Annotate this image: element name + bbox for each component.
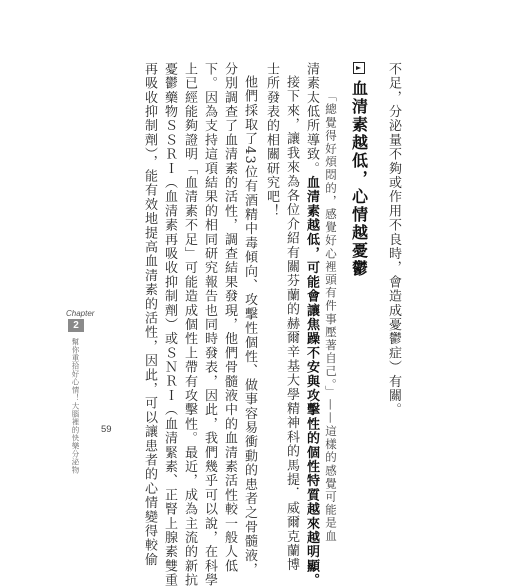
section-heading bbox=[348, 62, 370, 278]
body-column-1: 不足，分泌量不夠或作用不良時，會造成憂鬱症）有關。 bbox=[386, 62, 401, 417]
section-title: 血清素越低，心情越憂鬱 bbox=[349, 80, 369, 278]
body-column-6: 他們採取了43位有酒精中毒傾向、攻擊性個性、做事容易衝動的患者之骨髓液， bbox=[242, 75, 257, 577]
body-column-11: 再吸收抑制劑），能有效地提高血清素的活性，因此，可以讓患者的心情變得較偷 bbox=[142, 62, 157, 567]
quote-column: 「總覺得好煩悶的，感覺好心裡頭有件事壓著自己。」——這樣的感覺可能是血 bbox=[324, 90, 338, 543]
body-text: 清素太低所導致。 bbox=[304, 62, 319, 176]
chapter-subtitle bbox=[71, 338, 80, 474]
heading-marker-icon bbox=[353, 62, 365, 74]
body-column-3 bbox=[302, 62, 320, 587]
body-column-8: 下。因為支持這項結果的相同研究報告也同時發表，因此，我們幾乎可以說，在科學 bbox=[202, 62, 217, 587]
body-column-9: 上已經能夠證明「血清素不足」可能造成個性上帶有攻擊性。最近，成為主流的新抗 bbox=[182, 62, 197, 587]
chapter-number-badge: 2 bbox=[68, 319, 84, 332]
page-number: 59 bbox=[101, 424, 112, 435]
chapter-subtitle-line2: 大腦裡的快樂分泌物 bbox=[71, 402, 80, 474]
body-column-7: 分別調查了血清素的活性，調查結果發現，他們骨髓液中的血清素活性較一般人低 bbox=[222, 62, 237, 574]
emphasis-text: 血清素越低，可能會讓焦躁不安與攻擊性的個性特質越來越明顯。 bbox=[304, 175, 319, 587]
chapter-label: Chapter bbox=[66, 309, 95, 318]
body-column-10: 憂鬱藥物ＳＳＲＩ（血清素再吸收抑制劑）或ＳＮＲＩ（血清緊素、正腎上腺素雙重 bbox=[162, 62, 177, 587]
body-column-5: 士所發表的相關研究吧！ bbox=[264, 62, 279, 219]
chapter-subtitle-line1: 幫你重拾好心情！ bbox=[71, 338, 80, 402]
body-column-4: 接下來，讓我來為各位介紹有關芬蘭的赫爾辛基大學精神科的馬提．威爾克蘭博 bbox=[284, 75, 299, 572]
